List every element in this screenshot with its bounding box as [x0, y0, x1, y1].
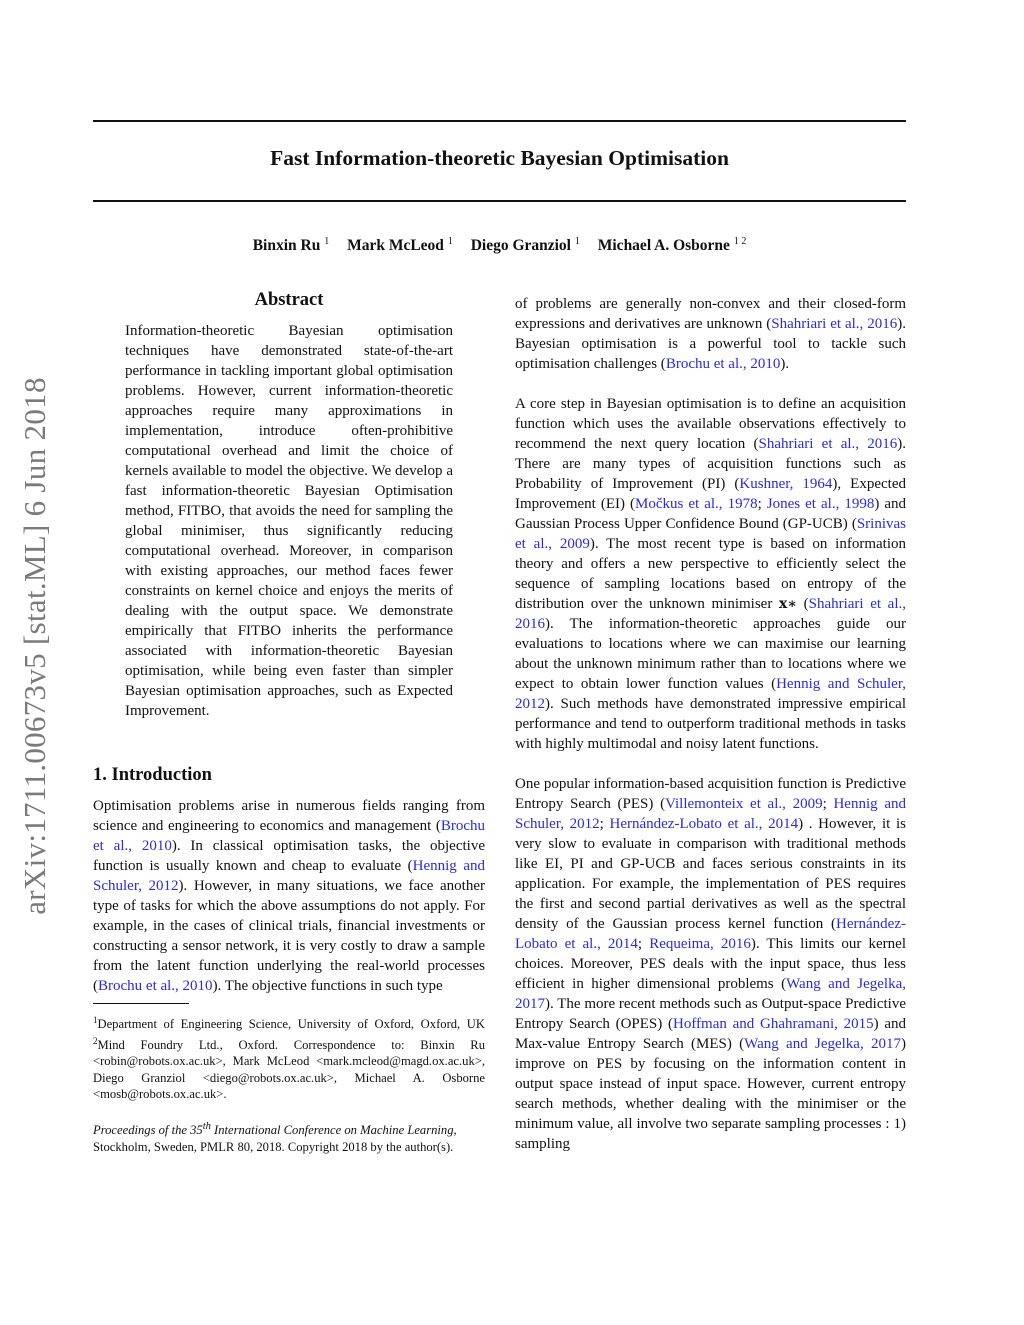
- citation-link[interactable]: Hoffman and Ghahramani, 2015: [673, 1016, 874, 1032]
- citation-link[interactable]: Villemonteix et al., 2009: [665, 796, 823, 812]
- author-name: Binxin Ru: [252, 237, 321, 254]
- citation-link[interactable]: Hennig and Schuler, 2012: [515, 796, 906, 832]
- introduction-paragraph: Optimisation problems arise in numerous fields ranging from science and engineering to economics and management (Brochu et al., 2010). In classical optimisation tasks, the objective function is usually known and cheap to evaluate (Hennig and Schuler, 2012). However, in many situations, we face another type of tasks for which the above assumptions do not apply. For example, in the cases of clinical trials, financial investments or constructing a sensor network, it is very costly to draw a sample from the latent function underlying the real-world processes (Brochu et al., 2010). The objective functions in such type: [93, 798, 485, 994]
- citation-link[interactable]: Hennig and Schuler, 2012: [93, 858, 485, 894]
- citation-link[interactable]: Brochu et al., 2010: [98, 978, 213, 994]
- citation-link[interactable]: Brochu et al., 2010: [665, 356, 781, 372]
- author: [253, 237, 330, 254]
- math-minimiser: x∗: [778, 596, 797, 612]
- author-name: Diego Granziol: [470, 237, 571, 254]
- author-name: Michael A. Osborne: [597, 237, 730, 254]
- author: [471, 237, 580, 254]
- paragraph-gap: [515, 374, 906, 394]
- author-list: [93, 236, 906, 255]
- section-heading-introduction: 1. Introduction: [93, 765, 212, 785]
- citation-link[interactable]: Wang and Jegelka, 2017: [515, 976, 906, 1012]
- citation-link[interactable]: Močkus et al., 1978: [635, 496, 758, 512]
- citation-link[interactable]: Hernández-Lobato et al., 2014: [609, 816, 799, 832]
- footnote-divider: [93, 1003, 189, 1004]
- top-rule: [93, 120, 906, 122]
- citation-link[interactable]: Jones et al., 1998: [766, 496, 875, 512]
- abstract-heading: Abstract: [254, 290, 324, 310]
- citation-link[interactable]: Srinivas et al., 2009: [515, 516, 906, 552]
- author: [347, 237, 453, 254]
- citation-link[interactable]: Brochu et al., 2010: [93, 818, 485, 854]
- citation-link[interactable]: Kushner, 1964: [739, 476, 833, 492]
- citation-link[interactable]: Requeima, 2016: [649, 936, 751, 952]
- proceedings-note: Proceedings of the 35th International Conference on Machine Learning, Stockholm, Sweden, PMLR 80, 2018. Copyright 2018 by the author(s).: [93, 1120, 457, 1154]
- body-paragraph: A core step in Bayesian optimisation is to define an acquisition function which uses the available observations effectively to recommend the next query location (Shahriari et al., 2016). There are many types of acquisition functions such as Probability of Improvement (PI) (Kushner, 1964), Expected Improvement (EI) (Močkus et al., 1978; Jones et al., 1998) and Gaussian Process Upper Confidence Bound (GP-UCB) (Srinivas et al., 2009). The most recent type is based on information theory and offers a new perspective to efficiently select the sequence of sampling locations based on entropy of the distribution over the unknown minimiser x∗ (Shahriari et al., 2016). The information-theoretic approaches guide our evaluations to locations where we can maximise our learning about the unknown minimum rather than to locations where we expect to obtain lower function values (Hennig and Schuler, 2012). Such methods have demonstrated impressive empirical performance and tend to outperform traditional methods in tasks with highly multimodal and noisy latent functions.: [515, 396, 907, 752]
- author: [598, 237, 747, 254]
- body-paragraph: of problems are generally non-convex and their closed-form expressions and derivatives are unknown (Shahriari et al., 2016). Bayesian optimisation is a powerful tool to tackle such optimisation challenges (Brochu et al., 2010).: [515, 296, 906, 372]
- abstract-text: Information-theoretic Bayesian optimisation techniques have demonstrated state-of-the-art performance in tackling important global optimisation problems. However, current information-theoretic approaches require many approximations in implementation, introduce often-prohibitive computational overhead and limit the choice of kernels available to model the objective. We develop a fast information-theoretic Bayesian Optimisation method, FITBO, that avoids the need for sampling the global minimiser, thus significantly reducing computational overhead. Moreover, in comparison with existing approaches, our method faces fewer constraints on kernel choice and enjoys the merits of dealing with the output space. We demonstrate empirically that FITBO inherits the performance associated with information-theoretic Bayesian optimisation, while being even faster than simpler Bayesian optimisation approaches, such as Expected Improvement.: [125, 323, 453, 719]
- author-name: Mark McLeod: [347, 237, 444, 254]
- citation-link[interactable]: Shahriari et al., 2016: [515, 596, 906, 632]
- body-paragraph: One popular information-based acquisition function is Predictive Entropy Search (PES) (Villemonteix et al., 2009; Hennig and Schuler, 2012; Hernández-Lobato et al., 2014) . However, it is very slow to evaluate in comparison with traditional methods like EI, PI and GP-UCB and faces serious constraints in its application. For example, the implementation of PES requires the first and second partial derivatives as well as the spectral density of the Gaussian process kernel function (Hernández-Lobato et al., 2014; Requeima, 2016). This limits our kernel choices. Moreover, PES deals with the input space, thus less efficient in higher dimensional problems (Wang and Jegelka, 2017). The more recent methods such as Output-space Predictive Entropy Search (OPES) (Hoffman and Ghahramani, 2015) and Max-value Entropy Search (MES) (Wang and Jegelka, 2017) improve on PES by focusing on the information content in output space instead of input space. However, current entropy search methods, whether dealing with the minimiser or the minimum value, all involve two separate sampling processes : 1) sampling: [515, 776, 907, 1152]
- paragraph-gap: [515, 754, 906, 774]
- citation-link[interactable]: Hernández-Lobato et al., 2014: [515, 916, 906, 952]
- author-affiliation: 1 2: [733, 236, 747, 247]
- arxiv-identifier: arXiv:1711.00673v5 [stat.ML] 6 Jun 2018: [17, 377, 52, 915]
- left-column: [93, 290, 485, 1155]
- citation-link[interactable]: Shahriari et al., 2016: [771, 316, 898, 332]
- citation-link[interactable]: Shahriari et al., 2016: [758, 436, 898, 452]
- citation-link[interactable]: Wang and Jegelka, 2017: [744, 1036, 902, 1052]
- paper-title: Fast Information-theoretic Bayesian Optimisation: [270, 146, 729, 170]
- right-column: [515, 294, 906, 1154]
- author-affiliation: 1: [324, 236, 330, 247]
- title-bottom-rule: [93, 200, 906, 202]
- author-affiliation: 1: [574, 236, 580, 247]
- author-affiliation: 1: [447, 236, 453, 247]
- affiliation-footnote: $^1$Department of Engineering Science, University of Oxford, Oxford, UK $^2$Mind Foundry Ltd., Oxford. Correspondence to: Binxin Ru <robin@robots.ox.ac.uk>, Mark McLeod <mark.mcleod@magd.ox.ac.uk>, Diego Granziol <diego@robots.ox.ac.uk>, Michael A. Osborne <mosb@robots.ox.ac.uk>.: [93, 1015, 485, 1102]
- citation-link[interactable]: Hennig and Schuler, 2012: [515, 676, 906, 712]
